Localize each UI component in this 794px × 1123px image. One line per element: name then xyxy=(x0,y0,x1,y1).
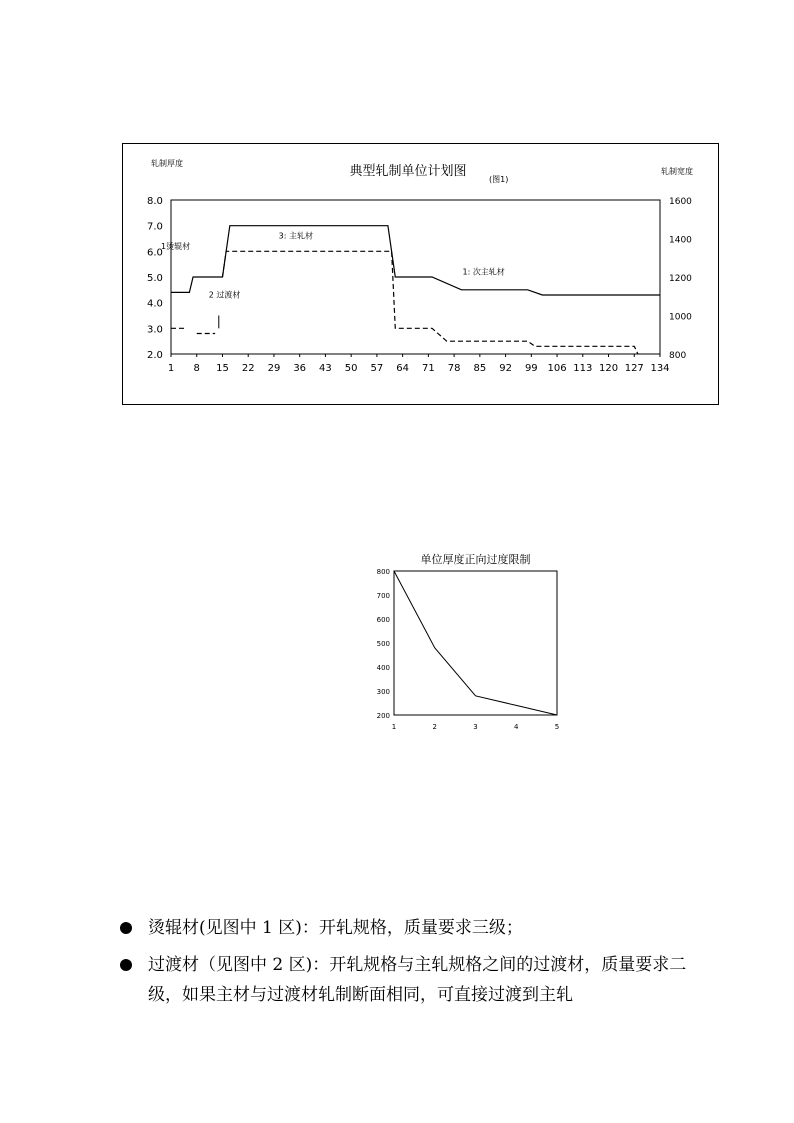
y-tick-label: 5.0 xyxy=(147,273,163,284)
x-tick-label: 1 xyxy=(391,723,397,731)
rolling-plan-chart xyxy=(122,143,719,405)
x-tick-label: 43 xyxy=(319,363,332,374)
annotation-label: 2 过渡材 xyxy=(208,290,241,300)
y2-tick-label: 1600 xyxy=(669,197,692,207)
annotation-label: 3: 主轧材 xyxy=(278,231,313,241)
chart-subtitle: (图1) xyxy=(489,175,509,184)
annotation-label: 1烫辊材 xyxy=(161,241,191,251)
y2-tick-label: 1400 xyxy=(669,235,692,246)
series-line-2 xyxy=(222,251,637,354)
y-tick-label: 6.0 xyxy=(147,247,163,259)
x-tick-label: 57 xyxy=(370,363,384,374)
y-tick-label: 2.0 xyxy=(147,350,163,361)
y2-tick-label: 800 xyxy=(669,351,687,361)
y-tick-label: 4.0 xyxy=(147,298,163,310)
x-tick-label: 8 xyxy=(193,363,200,374)
x-tick-label: 22 xyxy=(241,363,255,374)
rolling-plan-chart-svg xyxy=(123,144,720,406)
y2-tick-label: 1200 xyxy=(669,274,692,284)
y2-tick-label: 1000 xyxy=(669,312,692,323)
bullet-dot xyxy=(120,959,132,971)
x-tick-label: 15 xyxy=(216,363,229,374)
y-tick-label: 600 xyxy=(376,616,390,624)
x-tick-label: 36 xyxy=(293,363,307,374)
x-tick-label: 1 xyxy=(167,363,175,374)
x-tick-label: 85 xyxy=(473,363,487,374)
x-tick-label: 134 xyxy=(650,363,670,374)
y-tick-label: 800 xyxy=(376,568,390,576)
x-tick-label: 127 xyxy=(624,363,644,374)
y-tick-label: 500 xyxy=(376,640,390,648)
x-tick-label: 71 xyxy=(422,363,435,374)
bullet-text: 过渡材（见图中 2 区)：开轧规格与主轧规格之间的过渡材，质量要求二级，如果主材与过渡材轧制断面相同，可直接过渡到主轧 xyxy=(148,955,687,1005)
y-tick-label: 400 xyxy=(376,664,390,672)
x-tick-label: 29 xyxy=(267,363,281,374)
chart-title: 单位厚度正向过度限制 xyxy=(420,553,531,566)
bullet-item xyxy=(120,950,700,1010)
bullet-item xyxy=(120,913,700,943)
series-line-1 xyxy=(394,571,557,715)
x-tick-label: 78 xyxy=(447,363,461,374)
bullet-text: 烫辊材(见图中 1 区)：开轧规格，质量要求三级； xyxy=(148,918,523,938)
x-tick-label: 92 xyxy=(499,363,512,374)
bullet-dot xyxy=(120,922,132,934)
series-line-1 xyxy=(171,226,660,295)
thickness-limit-chart xyxy=(355,545,570,740)
x-tick-label: 113 xyxy=(573,363,593,374)
x-tick-label: 4 xyxy=(514,723,519,731)
y-tick-label: 700 xyxy=(376,592,390,600)
y2-axis-label: 轧制宽度 xyxy=(661,167,693,176)
x-tick-label: 5 xyxy=(554,723,560,731)
x-tick-label: 50 xyxy=(344,363,358,374)
x-tick-label: 106 xyxy=(547,363,567,374)
y-tick-label: 300 xyxy=(376,688,390,696)
bullet-list xyxy=(120,913,700,1017)
y-tick-label: 200 xyxy=(376,712,390,720)
y-tick-label: 7.0 xyxy=(147,221,163,233)
y-axis-label: 轧制厚度 xyxy=(151,159,183,168)
plot-frame xyxy=(394,571,557,715)
y-tick-label: 3.0 xyxy=(147,324,163,336)
y-tick-label: 8.0 xyxy=(147,196,163,207)
x-tick-label: 99 xyxy=(524,363,538,374)
x-tick-label: 2 xyxy=(432,723,437,731)
chart-title: 典型轧制单位计划图 xyxy=(349,164,467,179)
annotation-label: 1: 次主轧材 xyxy=(462,267,505,277)
thickness-limit-chart-svg xyxy=(355,545,570,740)
x-tick-label: 120 xyxy=(598,363,619,374)
x-tick-label: 3 xyxy=(473,723,478,731)
x-tick-label: 64 xyxy=(396,363,409,374)
